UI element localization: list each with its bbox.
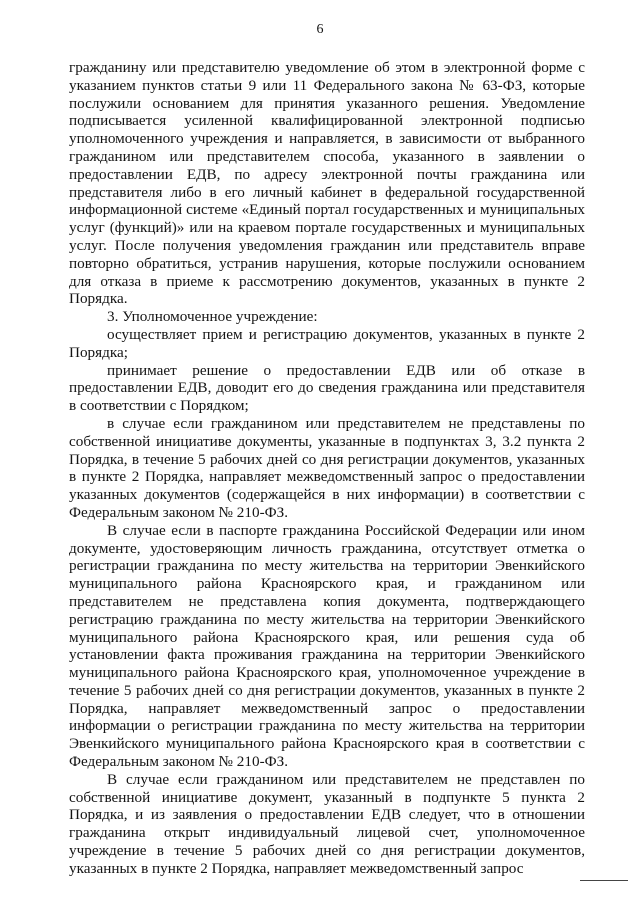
paragraph-passport-registration: В случае если в паспорте гражданина Российской Федерации или ином документе, удостоверяющим личность гражданина, отсутствует отметка о регистрации гражданина по месту жительства на территории Эвенкийского муниципального района Красноярского края, и гражданином или представителем не представлена копия документа, подтверждающего регистрацию гражданина по месту жительства на территории Эвенкийского муниципального района Красноярского края, или решения суда об установлении факта проживания гражданина на территории Эвенкийского муниципального района Красноярского края, уполномоченное учреждение в течение 5 рабочих дней со дня регистрации документов, указанных в пункте 2 Порядка, направляет межведомственный запрос о предоставлении информации о регистрации гражданина по месту жительства на территории Эвенкийского муниципального района Красноярского края в соответствии с Федеральным законом № 210-ФЗ. <box>69 521 585 771</box>
paragraph-reception: осуществляет прием и регистрацию документов, указанных в пункте 2 Порядка; <box>69 325 585 361</box>
page-number: 6 <box>316 22 324 37</box>
paragraph-decision: принимает решение о предоставлении ЕДВ или об отказе в предоставлении ЕДВ, доводит его до сведения гражданина или представителя в соответствии с Порядком; <box>69 361 585 415</box>
footer-rule <box>580 880 628 881</box>
document-body <box>69 59 585 878</box>
paragraph-continuation: гражданину или представителю уведомление об этом в электронной форме с указанием пунктов статьи 9 или 11 Федерального закона № 63-ФЗ, которые послужили основанием для принятия указанного решения. Уведомление подписывается усиленной квалифицированной электронной подписью уполномоченного учреждения и направляется, в зависимости от выбранного гражданином или представителем способа, указанного в заявлении о предоставлении ЕДВ, по адресу электронной почты гражданина или представителя либо в его личный кабинет в федеральной государственной информационной системе «Единый портал государственных и муниципальных услуг (функций)» или на краевом портале государственных и муниципальных услуг. После получения уведомления гражданин или представитель вправе повторно обратиться, устранив нарушения, которые послужили основанием для отказа в приеме к рассмотрению документов, указанных в пункте 2 Порядка. <box>69 59 585 308</box>
paragraph-personal-account: В случае если гражданином или представителем не представлен по собственной инициативе документ, указанный в подпункте 5 пункта 2 Порядка, и из заявления о предоставлении ЕДВ следует, что в отношении гражданина открыт индивидуальный лицевой счет, уполномоченное учреждение в течение 5 рабочих дней со дня регистрации документов, указанных в пункте 2 Порядка, направляет межведомственный запрос <box>69 770 585 877</box>
paragraph-section-3-heading: 3. Уполномоченное учреждение: <box>107 308 318 326</box>
paragraph-interagency-request: в случае если гражданином или представителем не представлены по собственной инициативе документы, указанные в подпунктах 3, 3.2 пункта 2 Порядка, в течение 5 рабочих дней со дня регистрации документов, указанных в пункте 2 Порядка, направляет межведомственный запрос о предоставлении указанных документов (содержащейся в них информации) в соответствии с Федеральным законом № 210-ФЗ. <box>69 414 585 521</box>
